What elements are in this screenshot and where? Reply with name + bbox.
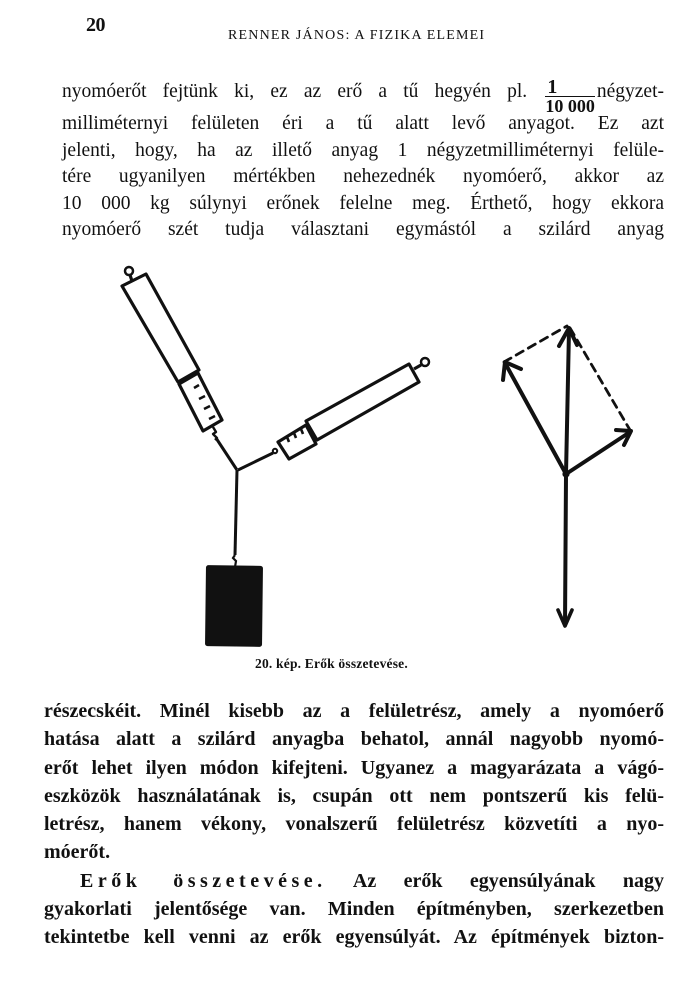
spring-scale-left bbox=[122, 267, 237, 470]
page-number: 20 bbox=[86, 14, 105, 36]
figure-force-composition bbox=[0, 255, 699, 655]
text-line: gyakorlati jelentősége van. Minden építményben, szerkezetben bbox=[44, 898, 664, 921]
text-line-end: négyzet- bbox=[596, 80, 665, 102]
running-title: RENNER JÁNOS: A FIZIKA ELEMEI bbox=[228, 28, 486, 43]
figure-caption: 20. kép. Erők összetevése. bbox=[255, 656, 408, 671]
text-line: jelenti, hogy, ha az illető anyag 1 négyzetmilliméternyi felüle- bbox=[62, 139, 664, 161]
fraction bbox=[545, 78, 595, 115]
text-line: milliméternyi felületen éri a tű alatt levő anyagot. Ez azt bbox=[62, 113, 664, 134]
text-line: erőt lehet ilyen módon kifejteni. Ugyanez a magyarázata a vágó- bbox=[44, 756, 664, 779]
text-line: tére ugyanilyen mértékben nehezednék nyomóerő, akkor az bbox=[62, 166, 664, 187]
force-vector-left bbox=[505, 363, 566, 474]
section-start-line bbox=[44, 867, 664, 895]
force-vector-right bbox=[566, 432, 630, 474]
text-line: részecskéit. Minél kisebb az a felületrész, amely a nyomóerő bbox=[44, 700, 664, 722]
bottom-paragraph bbox=[44, 697, 664, 952]
spring-scale-right bbox=[238, 358, 429, 470]
resultant-vector bbox=[566, 330, 569, 474]
weight-vector bbox=[565, 476, 566, 625]
text-line: nyomóerő szét tudja választani egymástól a szilárd anyag bbox=[62, 219, 664, 240]
parallelogram-dashed-edge bbox=[504, 326, 567, 362]
text-line: tekintetbe kell venni az erők egyensúlyát. Az építmények bizton- bbox=[44, 926, 664, 949]
text-line: hatása alatt a szilárd anyagba behatol, annál nagyobb nyomó- bbox=[44, 728, 664, 751]
section-heading: Erők összetevése. bbox=[80, 869, 327, 892]
top-paragraph bbox=[62, 74, 664, 244]
text-line: móerőt. bbox=[44, 841, 111, 864]
force-diagram bbox=[503, 326, 631, 626]
text-line-start: nyomóerőt fejtünk ki, ez az erő a tű hegyén pl. bbox=[62, 80, 528, 102]
fraction-numerator: 1 bbox=[545, 78, 595, 97]
hanging-weight bbox=[206, 470, 263, 646]
text-line: letrész, hanem vékony, vonalszerű felületrész közvetíti a nyo- bbox=[44, 813, 664, 836]
text-line-rest: Az erők egyensúlyának nagy bbox=[352, 869, 664, 892]
text-line: eszközök használatának is, csupán ott nem pontszerű kis felü- bbox=[44, 784, 664, 807]
text-line bbox=[62, 74, 665, 116]
fraction-denominator: 10 000 bbox=[545, 96, 595, 116]
text-line: 10 000 kg súlynyi erőnek felelne meg. Érthető, hogy ekkora bbox=[62, 192, 664, 214]
parallelogram-dashed-edge bbox=[570, 328, 630, 430]
